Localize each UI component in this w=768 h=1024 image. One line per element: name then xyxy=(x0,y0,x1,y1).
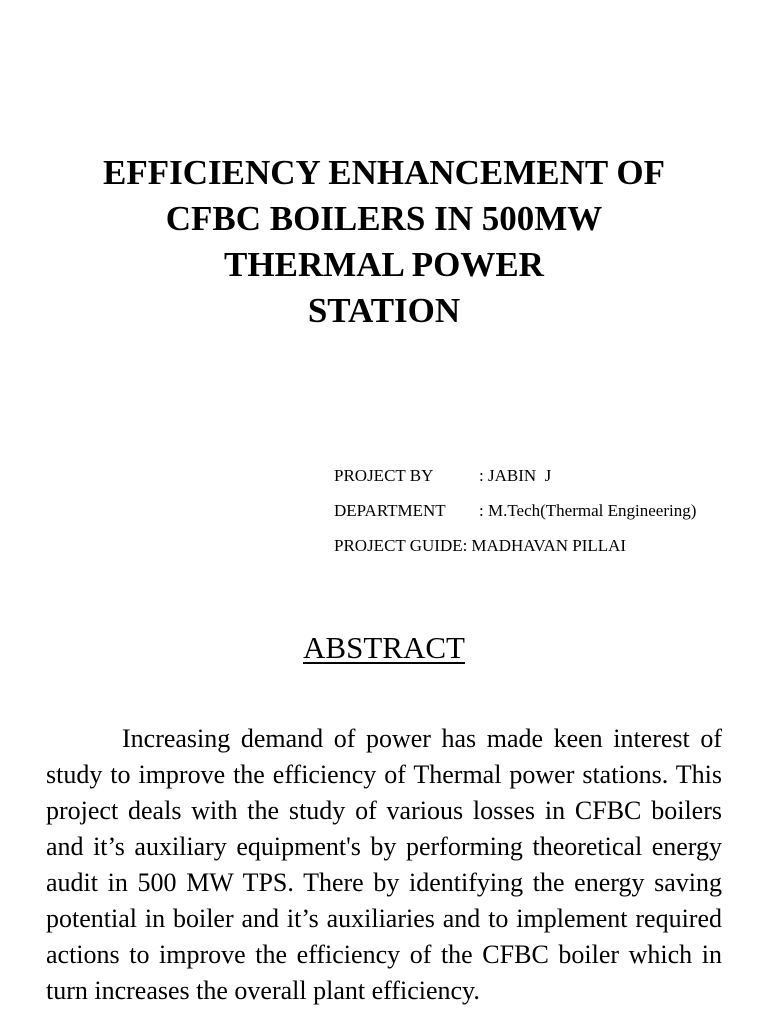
project-by-row xyxy=(334,458,696,493)
abstract-text: Increasing demand of power has made keen interest of study to improve the efficiency of Thermal power stations. This project deals with the study of various losses in CFBC boilers and it’s auxiliary equipment's by performing theoretical energy audit in 500 MW TPS. There by identifying the energy saving potential in boiler and it’s auxiliaries and to implement required actions to improve the efficiency of the CFBC boiler which in turn increases the overall plant efficiency. xyxy=(46,724,722,1005)
abstract-heading xyxy=(0,628,768,668)
project-details xyxy=(334,458,696,563)
title-line-3: THERMAL POWER xyxy=(224,245,544,284)
document-title xyxy=(40,150,728,334)
title-line-4: STATION xyxy=(307,291,461,330)
department-row xyxy=(334,493,696,528)
project-by-label: PROJECT BY xyxy=(334,466,434,485)
abstract-heading-text: ABSTRACT xyxy=(303,630,465,665)
title-line-1: EFFICIENCY ENHANCEMENT OF xyxy=(103,153,665,192)
department-value: : M.Tech(Thermal Engineering) xyxy=(479,501,697,520)
project-guide-row xyxy=(334,528,696,563)
project-guide-value: MADHAVAN PILLAI xyxy=(471,536,627,555)
title-line-2: CFBC BOILERS IN 500MW xyxy=(165,199,603,238)
project-by-value: : JABIN J xyxy=(479,466,552,485)
project-guide-label: PROJECT GUIDE: xyxy=(334,536,468,555)
department-label: DEPARTMENT xyxy=(334,501,446,520)
